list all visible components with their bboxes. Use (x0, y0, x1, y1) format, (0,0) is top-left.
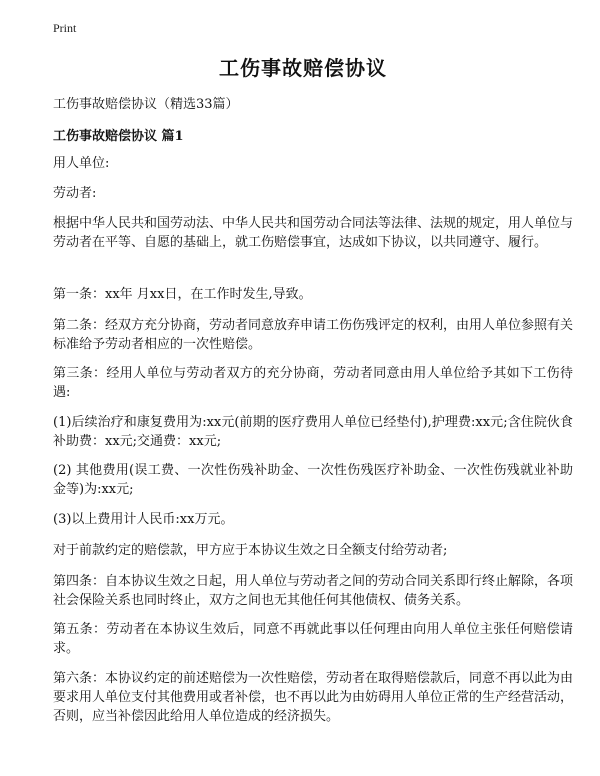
paragraph-item-1: (1)后续治疗和康复费用为:xx元(前期的医疗费用人单位已经垫付),护理费:xx元;含住院伙食补助费：xx元;交通费：xx元; (53, 415, 573, 449)
paragraph-item-3: (3)以上费用计人民币:xx万元。 (53, 512, 234, 527)
paragraph-article-3: 第三条：经用人单位与劳动者双方的充分协商，劳动者同意由用人单位给予其如下工伤待遇: (53, 366, 573, 400)
paragraph-item-2: (2) 其他费用(误工费、一次性伤残补助金、一次性伤残医疗补助金、一次性伤残就业补助金等)为:xx元; (53, 463, 573, 497)
document-title: 工伤事故赔偿协议 (219, 56, 387, 80)
print-link[interactable]: Print (53, 21, 77, 35)
paragraph-article-4: 第四条：自本协议生效之日起，用人单位与劳动者之间的劳动合同关系即行终止解除，各项社会保险关系也同时终止，双方之间也无其他任何其他债权、债务关系。 (53, 574, 574, 608)
section-heading: 工伤事故赔偿协议 篇1 (53, 129, 184, 144)
paragraph-article-1: 第一条：xx年 月xx日，在工作时发生,导致。 (53, 287, 312, 302)
paragraph-worker: 劳动者: (53, 186, 97, 201)
document-subtitle: 工伤事故赔偿协议（精选33篇） (53, 97, 239, 112)
paragraph-article-2: 第二条：经双方充分协商，劳动者同意放弃申请工伤伤残评定的权利，由用人单位参照有关标准给予劳动者相应的一次性赔偿。 (53, 318, 574, 352)
paragraph-preamble: 根据中华人民共和国劳动法、中华人民共和国劳动合同法等法律、法规的规定，用人单位与劳动者在平等、自愿的基础上，就工伤赔偿事宜，达成如下协议，以共同遵守、履行。 (53, 216, 574, 250)
paragraph-article-6: 第六条：本协议约定的前述赔偿为一次性赔偿，劳动者在取得赔偿款后，同意不再以此为由要求用人单位支付其他费用或者补偿，也不再以此为由妨碍用人单位正常的生产经营活动，否则，应当补偿因此给用人单位造成的经济损失。 (53, 671, 574, 724)
paragraph-employer: 用人单位: (53, 156, 110, 171)
paragraph-payment: 对于前款约定的赔偿款，甲方应于本协议生效之日全额支付给劳动者; (53, 543, 448, 558)
paragraph-article-5: 第五条：劳动者在本协议生效后，同意不再就此事以任何理由向用人单位主张任何赔偿请求。 (53, 622, 573, 656)
